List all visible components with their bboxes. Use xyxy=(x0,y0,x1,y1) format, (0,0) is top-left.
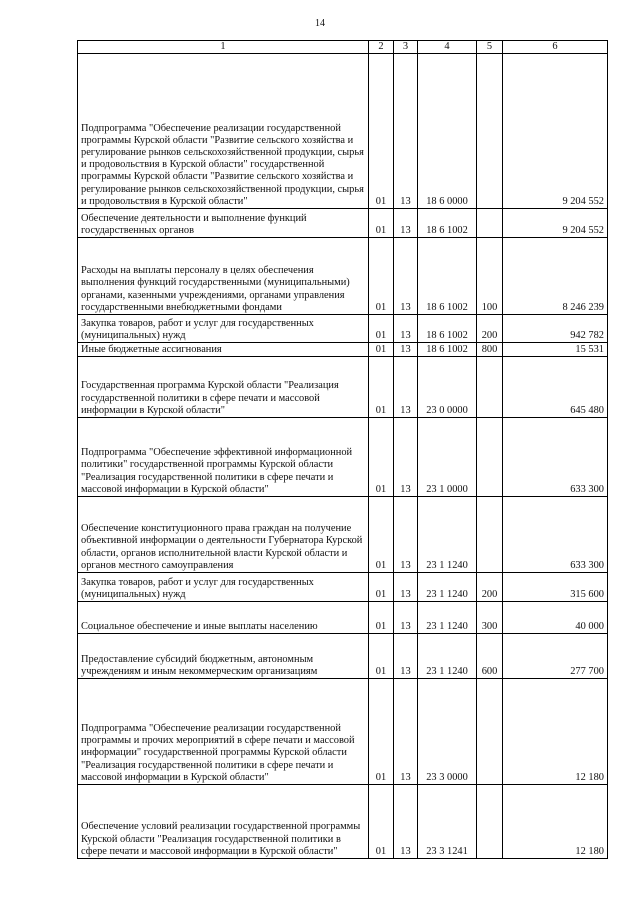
row-csr: 18 6 1002 xyxy=(418,209,477,238)
row-vr: 100 xyxy=(477,238,503,315)
row-vr xyxy=(477,497,503,573)
row-vr xyxy=(477,54,503,209)
column-header: 4 xyxy=(418,41,477,54)
row-pr: 13 xyxy=(394,497,418,573)
row-sum: 40 000 xyxy=(503,602,608,634)
row-sum: 633 300 xyxy=(503,497,608,573)
row-name: Иные бюджетные ассигнования xyxy=(78,343,369,357)
row-vr xyxy=(477,357,503,418)
row-vr xyxy=(477,209,503,238)
row-sum: 12 180 xyxy=(503,679,608,785)
column-header: 5 xyxy=(477,41,503,54)
row-pr: 13 xyxy=(394,238,418,315)
row-rz: 01 xyxy=(369,785,394,859)
row-csr: 18 6 1002 xyxy=(418,238,477,315)
table-row xyxy=(78,357,608,418)
column-header: 6 xyxy=(503,41,608,54)
table-row xyxy=(78,343,608,357)
row-csr: 18 6 1002 xyxy=(418,343,477,357)
row-pr: 13 xyxy=(394,315,418,343)
row-sum: 8 246 239 xyxy=(503,238,608,315)
row-rz: 01 xyxy=(369,418,394,497)
row-csr: 23 3 0000 xyxy=(418,679,477,785)
row-sum: 277 700 xyxy=(503,634,608,679)
table-row xyxy=(78,679,608,785)
row-name: Государственная программа Курской области "Реализация государственной политики в сфере печати и массовой информации в Курской области" xyxy=(78,357,369,418)
row-rz: 01 xyxy=(369,602,394,634)
row-rz: 01 xyxy=(369,497,394,573)
row-sum: 12 180 xyxy=(503,785,608,859)
row-pr: 13 xyxy=(394,679,418,785)
row-pr: 13 xyxy=(394,602,418,634)
row-sum: 9 204 552 xyxy=(503,209,608,238)
table-row xyxy=(78,209,608,238)
column-header: 3 xyxy=(394,41,418,54)
row-name: Закупка товаров, работ и услуг для государственных (муниципальных) нужд xyxy=(78,315,369,343)
row-sum: 15 531 xyxy=(503,343,608,357)
row-vr xyxy=(477,785,503,859)
row-vr: 800 xyxy=(477,343,503,357)
column-header: 1 xyxy=(78,41,369,54)
row-rz: 01 xyxy=(369,343,394,357)
row-name: Предоставление субсидий бюджетным, автономным учреждениям и иным некоммерческим организациям xyxy=(78,634,369,679)
table-row xyxy=(78,634,608,679)
row-rz: 01 xyxy=(369,357,394,418)
row-rz: 01 xyxy=(369,679,394,785)
table-row xyxy=(78,497,608,573)
row-rz: 01 xyxy=(369,238,394,315)
table-row xyxy=(78,573,608,602)
row-csr: 23 1 1240 xyxy=(418,602,477,634)
row-name: Подпрограмма "Обеспечение эффективной информационной политики" государственной программы Курской области "Реализация государственной политики в сфере печати и массовой информации в Курской области" xyxy=(78,418,369,497)
row-name: Расходы на выплаты персоналу в целях обеспечения выполнения функций государственными (муниципальными) органами, казенными учреждениями, органами управления государственными внебюджетными фондами xyxy=(78,238,369,315)
row-sum: 645 480 xyxy=(503,357,608,418)
row-pr: 13 xyxy=(394,418,418,497)
row-pr: 13 xyxy=(394,634,418,679)
row-name: Социальное обеспечение и иные выплаты населению xyxy=(78,602,369,634)
row-rz: 01 xyxy=(369,209,394,238)
row-name: Обеспечение условий реализации государственной программы Курской области "Реализация государственной политики в сфере печати и массовой информации в Курской области" xyxy=(78,785,369,859)
row-pr: 13 xyxy=(394,785,418,859)
row-rz: 01 xyxy=(369,315,394,343)
row-name: Обеспечение деятельности и выполнение функций государственных органов xyxy=(78,209,369,238)
table-row xyxy=(78,785,608,859)
header-row xyxy=(78,41,608,54)
row-sum: 942 782 xyxy=(503,315,608,343)
row-name: Подпрограмма "Обеспечение реализации государственной программы Курской области "Развитие сельского хозяйства и регулирование рынков сельскохозяйственной продукции, сырья и продовольствия в Курской области" государственной программы Курской области "Развитие сельского хозяйства и регулирование рынков сельскохозяйственной продукции, сырья и продовольствия в Курской области" xyxy=(78,54,369,209)
column-header: 2 xyxy=(369,41,394,54)
row-name: Закупка товаров, работ и услуг для государственных (муниципальных) нужд xyxy=(78,573,369,602)
row-rz: 01 xyxy=(369,634,394,679)
row-pr: 13 xyxy=(394,343,418,357)
row-csr: 23 1 1240 xyxy=(418,497,477,573)
row-csr: 18 6 0000 xyxy=(418,54,477,209)
row-pr: 13 xyxy=(394,357,418,418)
row-pr: 13 xyxy=(394,573,418,602)
row-rz: 01 xyxy=(369,573,394,602)
row-csr: 18 6 1002 xyxy=(418,315,477,343)
row-vr: 600 xyxy=(477,634,503,679)
row-sum: 9 204 552 xyxy=(503,54,608,209)
row-vr xyxy=(477,418,503,497)
table-row xyxy=(78,54,608,209)
page-number: 14 xyxy=(315,18,325,29)
row-vr: 200 xyxy=(477,315,503,343)
row-vr xyxy=(477,679,503,785)
row-csr: 23 1 0000 xyxy=(418,418,477,497)
table-row xyxy=(78,602,608,634)
row-csr: 23 0 0000 xyxy=(418,357,477,418)
row-csr: 23 3 1241 xyxy=(418,785,477,859)
budget-table xyxy=(77,40,608,859)
row-sum: 633 300 xyxy=(503,418,608,497)
row-name: Обеспечение конституционного права граждан на получение объективной информации о деятельности Губернатора Курской области, органов исполнительной власти Курской области и органов местного самоуправления xyxy=(78,497,369,573)
row-rz: 01 xyxy=(369,54,394,209)
row-pr: 13 xyxy=(394,54,418,209)
row-vr: 200 xyxy=(477,573,503,602)
row-pr: 13 xyxy=(394,209,418,238)
row-sum: 315 600 xyxy=(503,573,608,602)
table-row xyxy=(78,238,608,315)
table-row xyxy=(78,315,608,343)
row-name: Подпрограмма "Обеспечение реализации государственной программы и прочих мероприятий в сфере печати и массовой информации" государственной программы Курской области "Реализация государственной политики в сфере печати и массовой информации в Курской области" xyxy=(78,679,369,785)
table-row xyxy=(78,418,608,497)
row-vr: 300 xyxy=(477,602,503,634)
row-csr: 23 1 1240 xyxy=(418,634,477,679)
row-csr: 23 1 1240 xyxy=(418,573,477,602)
